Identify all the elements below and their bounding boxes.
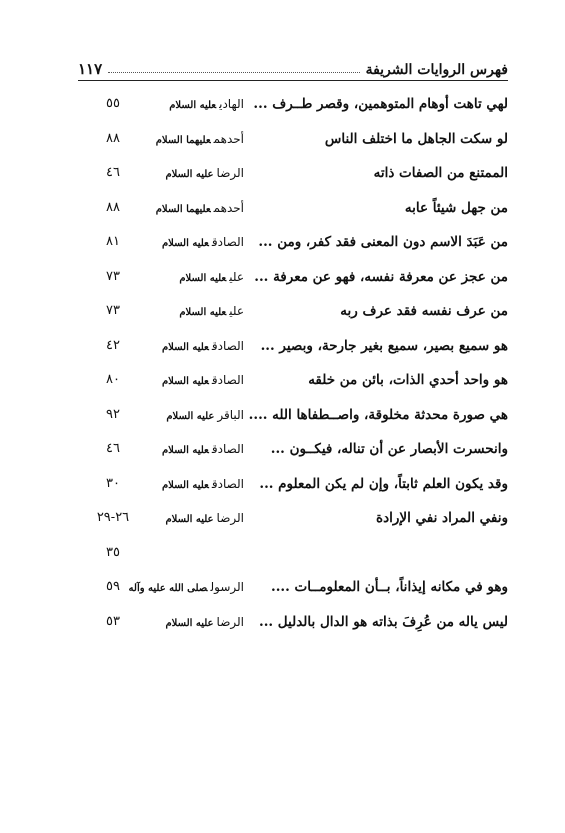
narrator-cell bbox=[152, 93, 244, 115]
narration-text: لهي تاهت أوهام المتوهمين، وقصر طــرف ... bbox=[253, 96, 508, 112]
narrator-name: الصادق bbox=[211, 338, 244, 353]
narrator-cell bbox=[152, 231, 244, 253]
header-divider bbox=[78, 80, 508, 81]
page-reference: ٤٢ bbox=[106, 337, 120, 353]
index-row bbox=[0, 328, 565, 363]
header-dot-leader bbox=[108, 72, 359, 73]
narration-text: ليس ياله من عُرِفَ بذاته هو الدال بالدليل ... bbox=[259, 613, 508, 630]
narration-text: وهو في مكانه إيذاناً، بــأن المعلومــات .... bbox=[271, 579, 508, 595]
honorific-glyph: عليه السلام bbox=[166, 410, 215, 422]
index-row bbox=[0, 362, 565, 397]
index-row bbox=[0, 500, 565, 535]
index-row bbox=[0, 569, 565, 604]
narration-text: هي صورة محدثة مخلوقة، واصــطفاها الله .... bbox=[248, 406, 508, 423]
honorific-glyph: عليه السلام bbox=[179, 307, 227, 318]
narration-text: من جهل شيئاً عابه bbox=[404, 199, 508, 216]
narrator-cell bbox=[152, 404, 244, 426]
narrator-cell bbox=[152, 162, 244, 184]
narration-text: وقد يكون العلم ثابتاً، وإن لم يكن المعلوم ... bbox=[259, 475, 508, 492]
narrator-name: الرضا bbox=[216, 511, 244, 525]
narrator-cell bbox=[152, 473, 244, 495]
page-reference: ٨٠ bbox=[106, 372, 120, 387]
index-row bbox=[0, 397, 565, 432]
narrator-name: أحدهم bbox=[213, 131, 244, 146]
honorific-glyph: صلى الله عليه وآله bbox=[128, 583, 208, 594]
page-reference: ٤٦ bbox=[106, 165, 120, 180]
narration-text bbox=[248, 542, 508, 564]
page-number: ١١٧ bbox=[78, 60, 103, 78]
honorific-glyph: عليه السلام bbox=[161, 376, 209, 387]
narration-text: الممتنع من الصفات ذاته bbox=[373, 165, 508, 181]
narrator-cell bbox=[152, 197, 244, 219]
honorific-glyph: عليه السلام bbox=[161, 238, 209, 249]
narrator-name: علي bbox=[229, 304, 244, 318]
page-reference: ٣٠ bbox=[106, 475, 120, 491]
narrator-name: الهادي bbox=[219, 97, 244, 111]
narration-text: وانحسرت الأبصار عن أن تناله، فيكــون ... bbox=[270, 441, 508, 457]
honorific-glyph: عليه السلام bbox=[161, 445, 209, 456]
page-reference: ٥٥ bbox=[106, 96, 120, 111]
honorific-glyph: عليه السلام bbox=[161, 341, 209, 353]
index-row bbox=[0, 86, 565, 121]
narrator-cell bbox=[128, 576, 244, 598]
index-row bbox=[0, 224, 565, 259]
narrator-name: الرضا bbox=[216, 166, 244, 180]
narration-text: ونفي المراد نفي الإرادة bbox=[376, 510, 508, 526]
index-row bbox=[0, 431, 565, 466]
narrator-cell bbox=[152, 438, 244, 460]
index-row bbox=[0, 466, 565, 501]
index-row bbox=[0, 604, 565, 639]
page-reference: ٨٨ bbox=[106, 199, 120, 215]
honorific-glyph: عليهما السلام bbox=[155, 203, 211, 215]
narrator-name: الباقر bbox=[217, 407, 244, 422]
page-reference: ٨٨ bbox=[106, 130, 120, 146]
narration-text: هو سميع بصير، سميع بغير جارحة، وبصير ... bbox=[260, 337, 508, 354]
narrator-cell bbox=[152, 611, 244, 633]
narration-text: من عرف نفسه فقد عرف ربه bbox=[340, 303, 508, 319]
narrator-cell bbox=[152, 542, 244, 564]
honorific-glyph: عليه السلام bbox=[165, 617, 214, 629]
index-row bbox=[0, 155, 565, 190]
page-header bbox=[78, 52, 508, 78]
index-table bbox=[0, 86, 565, 638]
narrator-cell bbox=[152, 369, 244, 391]
honorific-glyph: عليه السلام bbox=[161, 479, 209, 491]
narration-text: من عجز عن معرفة نفسه، فهو عن معرفة ... bbox=[254, 268, 508, 285]
index-row bbox=[0, 535, 565, 570]
index-row bbox=[0, 293, 565, 328]
index-row bbox=[0, 259, 565, 294]
narrator-name: الرسول bbox=[210, 580, 244, 594]
page-reference: ٤٦ bbox=[106, 441, 120, 456]
narrator-name: الصادق bbox=[211, 442, 244, 456]
honorific-glyph: عليه السلام bbox=[169, 100, 217, 111]
narration-text: لو سكت الجاهل ما اختلف الناس bbox=[324, 130, 508, 147]
narrator-name: الصادق bbox=[211, 476, 244, 491]
honorific-glyph: عليه السلام bbox=[165, 169, 214, 180]
page-reference: ٧٣ bbox=[106, 303, 120, 318]
honorific-glyph: عليهما السلام bbox=[155, 134, 211, 146]
page-reference: ٨١ bbox=[106, 234, 120, 249]
honorific-glyph: عليه السلام bbox=[165, 514, 214, 525]
narrator-name: علي bbox=[229, 269, 244, 284]
narrator-name: الصادق bbox=[211, 373, 244, 387]
narrator-cell bbox=[152, 300, 244, 322]
narrator-cell bbox=[152, 335, 244, 357]
page-reference: ٧٣ bbox=[106, 268, 120, 284]
narrator-name: الرضا bbox=[216, 614, 244, 629]
page-reference: ٣٥ bbox=[106, 544, 120, 560]
page-reference: ٢٦-٢٩ bbox=[96, 510, 130, 525]
index-row bbox=[0, 121, 565, 156]
page-reference: ٥٩ bbox=[106, 579, 120, 594]
narrator-cell bbox=[152, 507, 244, 529]
header-title: فهرس الروايات الشريفة bbox=[365, 62, 508, 78]
narration-text: من عَبَدَ الاسم دون المعنى فقد كفر، ومن ... bbox=[258, 234, 508, 250]
page-reference: ٥٣ bbox=[106, 613, 120, 629]
index-row bbox=[0, 190, 565, 225]
honorific-glyph: عليه السلام bbox=[179, 272, 227, 284]
narrator-cell bbox=[152, 128, 244, 150]
narrator-name: الصادق bbox=[211, 235, 244, 249]
narrator-name: أحدهم bbox=[213, 200, 244, 215]
narrator-cell bbox=[152, 266, 244, 288]
page-reference: ٩٢ bbox=[106, 406, 120, 422]
narration-text: هو واحد أحدي الذات، بائن من خلقه bbox=[308, 372, 508, 388]
